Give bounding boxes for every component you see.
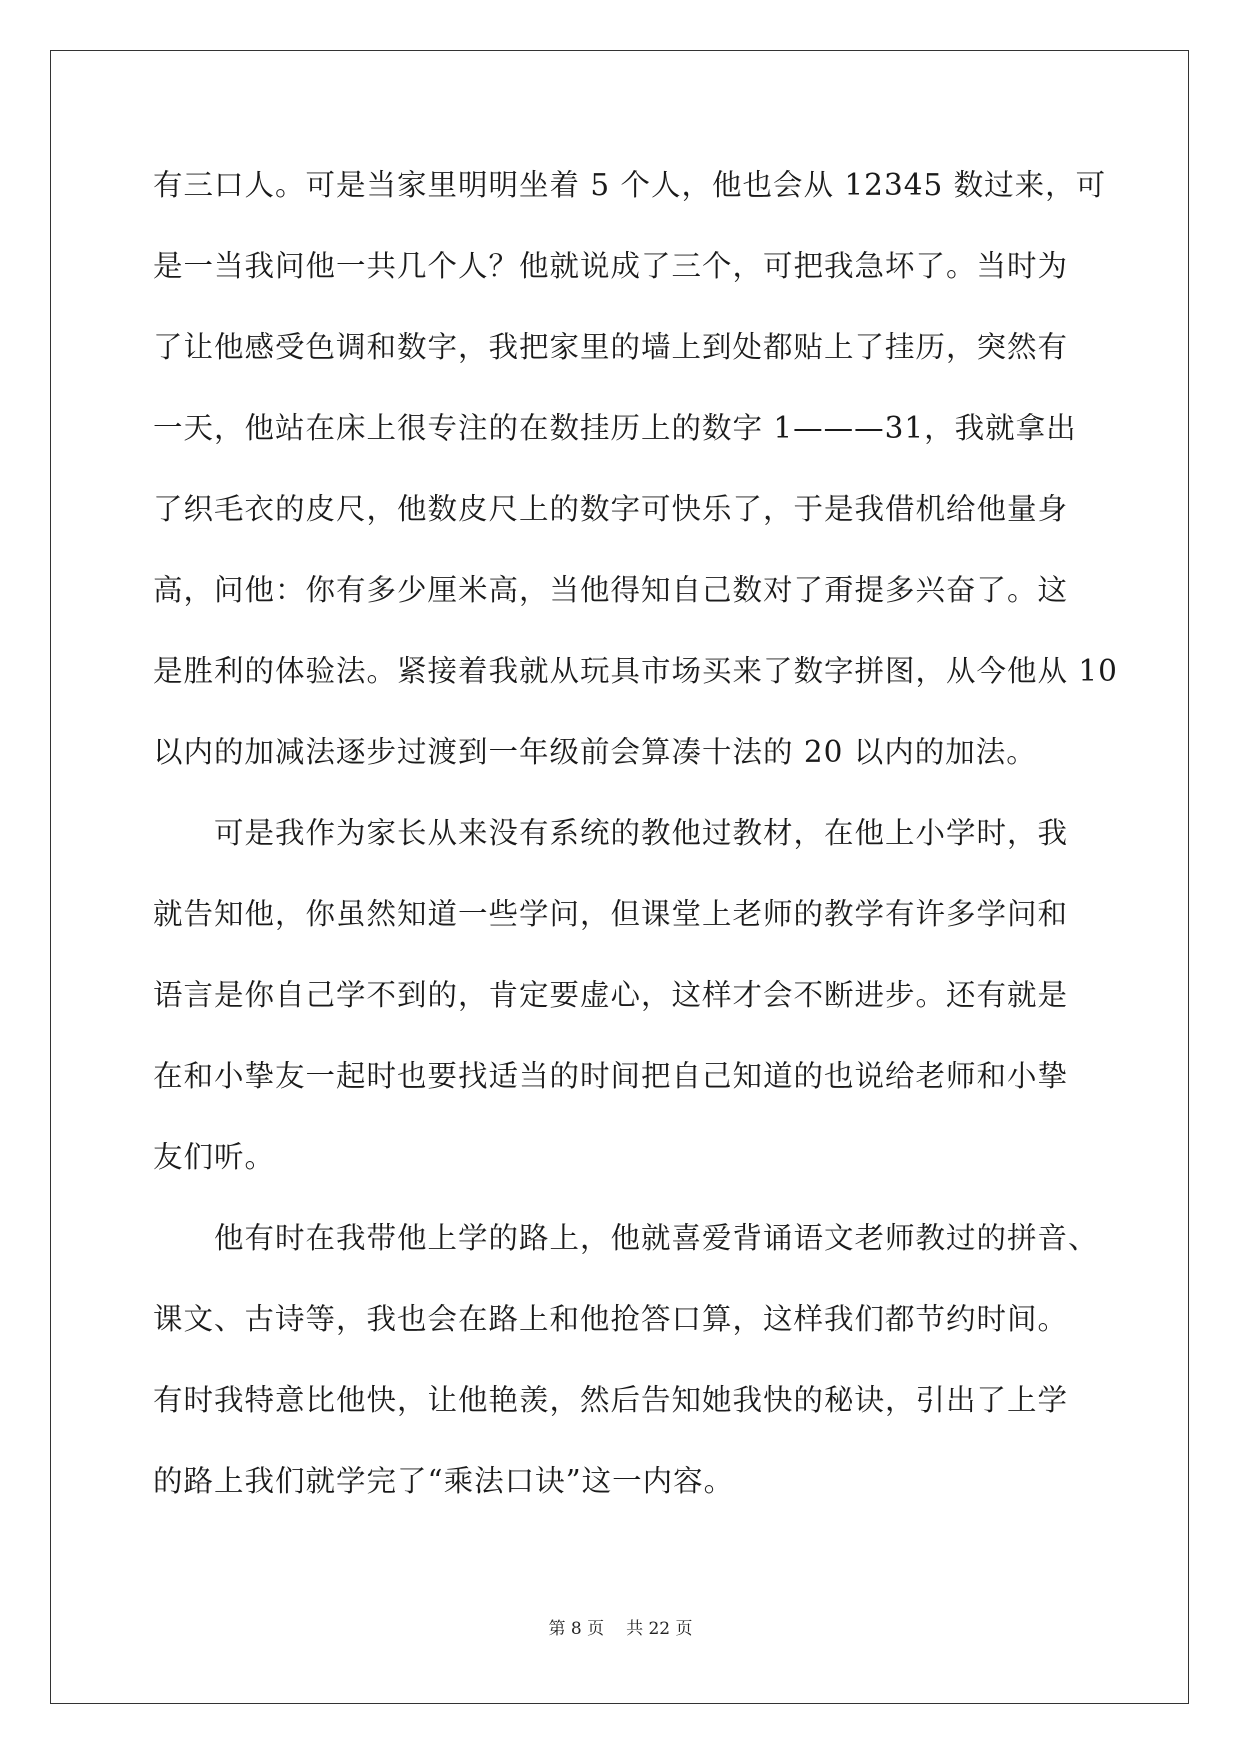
text-line: 一天，他站在床上很专注的在数挂历上的数字 1———31，我就拿出 bbox=[153, 411, 1077, 445]
text-line: 就告知他，你虽然知道一些学问，但课堂上老师的教学有许多学问和 bbox=[153, 897, 1069, 931]
text-line: 是一当我问他一共几个人？他就说成了三个，可把我急坏了。当时为 bbox=[153, 249, 1069, 283]
text-line: 了让他感受色调和数字，我把家里的墙上到处都贴上了挂历，突然有 bbox=[153, 330, 1069, 364]
text-line: 有时我特意比他快，让他艳羡，然后告知她我快的秘诀，引出了上学 bbox=[153, 1383, 1069, 1417]
text-line: 以内的加减法逐步过渡到一年级前会算凑十法的 20 以内的加法。 bbox=[153, 735, 1037, 769]
page-total: 共 22 页 bbox=[626, 1619, 693, 1639]
text-line: 的路上我们就学完了“乘法口诀”这一内容。 bbox=[153, 1464, 735, 1498]
page-number: 第 8 页 bbox=[548, 1619, 605, 1639]
text-line: 语言是你自己学不到的，肯定要虚心，这样才会不断进步。还有就是 bbox=[153, 978, 1069, 1012]
page-footer bbox=[0, 1614, 1241, 1639]
text-line: 有三口人。可是当家里明明坐着 5 个人，他也会从 12345 数过来，可 bbox=[153, 168, 1107, 202]
text-line: 了织毛衣的皮尺，他数皮尺上的数字可快乐了，于是我借机给他量身 bbox=[153, 492, 1069, 526]
text-line: 高，问他：你有多少厘米高，当他得知自己数对了甭提多兴奋了。这 bbox=[153, 573, 1069, 607]
text-line: 是胜利的体验法。紧接着我就从玩具市场买来了数字拼图，从今他从 10 bbox=[153, 654, 1118, 688]
text-line: 在和小挚友一起时也要找适当的时间把自己知道的也说给老师和小挚 bbox=[153, 1059, 1069, 1093]
text-line: 课文、古诗等，我也会在路上和他抢答口算，这样我们都节约时间。 bbox=[153, 1302, 1069, 1336]
text-line: 可是我作为家长从来没有系统的教他过教材，在他上小学时，我 bbox=[153, 816, 1069, 850]
page-border bbox=[50, 50, 1189, 1704]
text-line: 他有时在我带他上学的路上，他就喜爱背诵语文老师教过的拼音、 bbox=[153, 1221, 1099, 1255]
text-line: 友们听。 bbox=[153, 1140, 276, 1174]
